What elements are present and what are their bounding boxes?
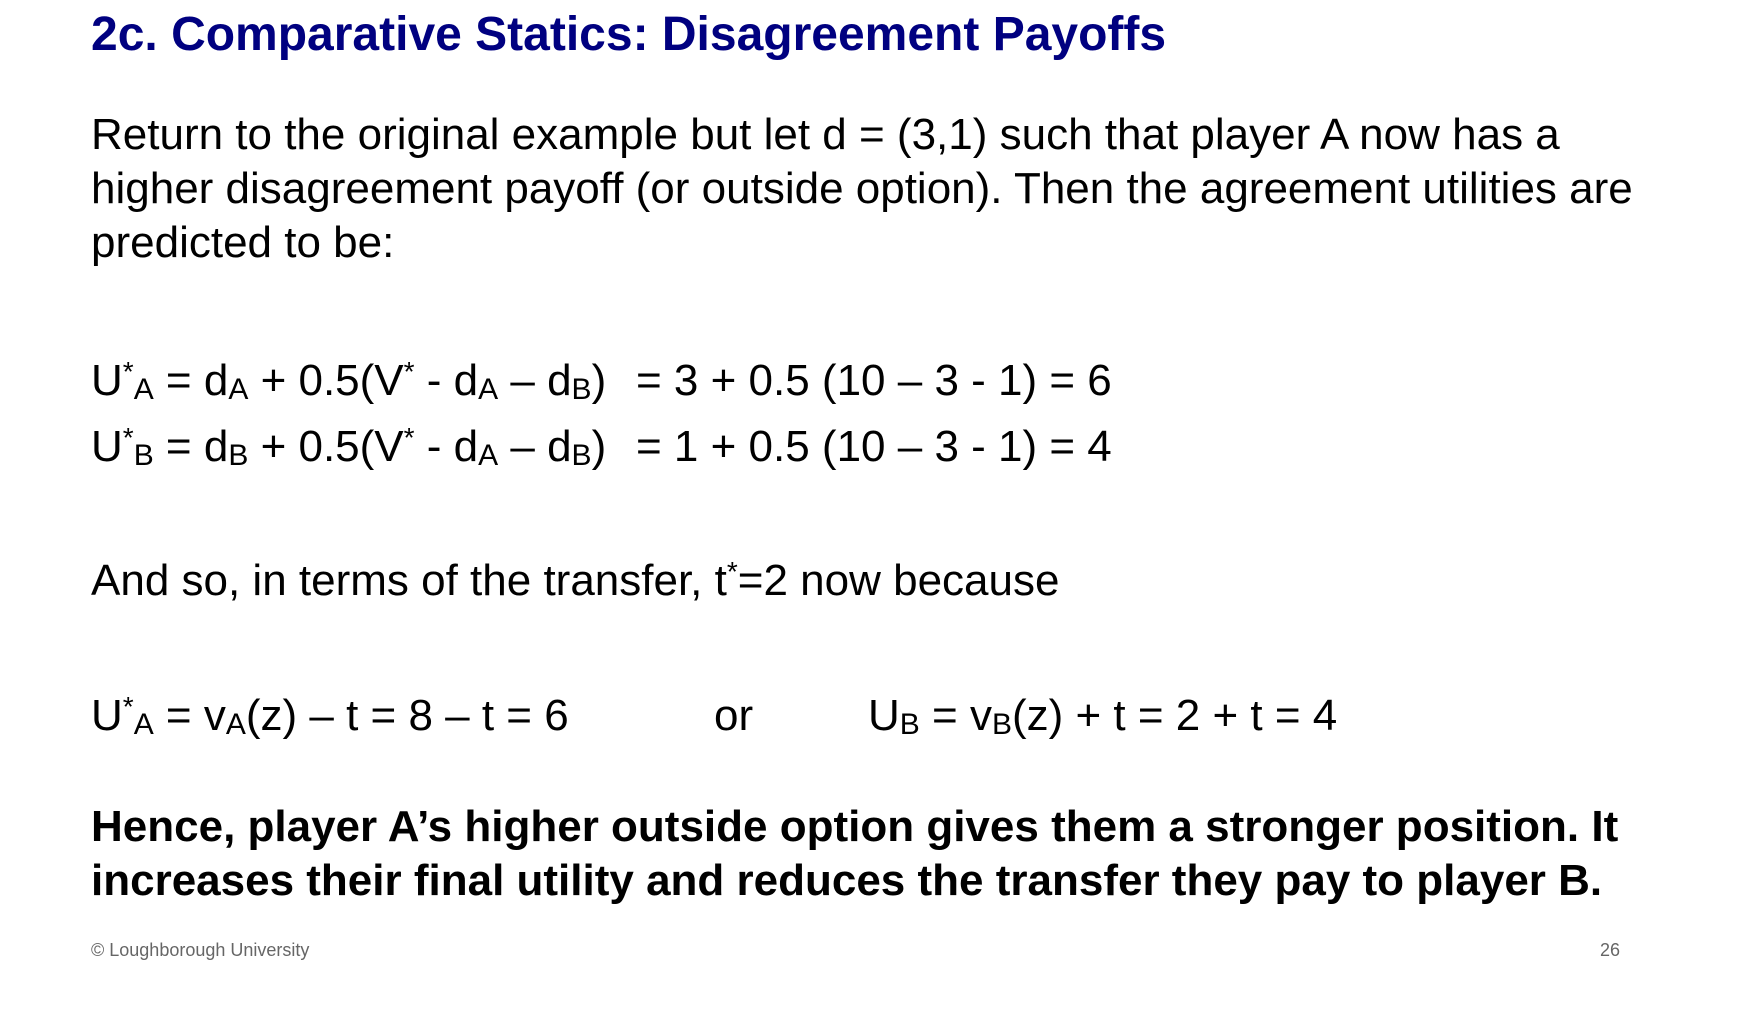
or-connector: or [714,691,754,740]
transfer-statement: And so, in terms of the transfer, t*=2 now because [91,556,1060,605]
footer-copyright: © Loughborough University [91,940,310,960]
utility-a-equation: $U^*_A = v_A(z) - t = 8 - t = 6$ [91,691,569,741]
conclusion-line-2: increases their final utility and reduces the transfer they pay to player B. [91,856,1603,905]
equation-a-formula: $U^*_A = d_A + 0.5(V^* - d_A - d_B)$ [91,356,607,406]
slide-title: 2c. Comparative Statics: Disagreement Payoffs [91,8,1167,61]
equation-b-result: = 1 + 0.5 (10 – 3 - 1) = 4 [636,422,1112,471]
intro-line-1: Return to the original example but let d = (3,1) such that player A now has a [91,110,1560,159]
intro-paragraph [91,108,1651,270]
conclusion-line-1: Hence, player A’s higher outside option gives them a stronger position. It [91,802,1619,851]
equation-a-result: = 3 + 0.5 (10 – 3 - 1) = 6 [636,356,1112,405]
conclusion-paragraph [91,800,1661,908]
intro-line-2: higher disagreement payoff (or outside option). Then the agreement utilities are [91,164,1633,213]
equation-b-formula: $U^*_B = d_B + 0.5(V^* - d_A - d_B)$ [91,422,607,472]
page-number: 26 [1600,940,1621,960]
intro-line-3: predicted to be: [91,218,395,267]
utility-row [91,689,1651,743]
utility-b-equation: $U_B = v_B(z) + t = 2 + t = 4$ [868,691,1338,741]
